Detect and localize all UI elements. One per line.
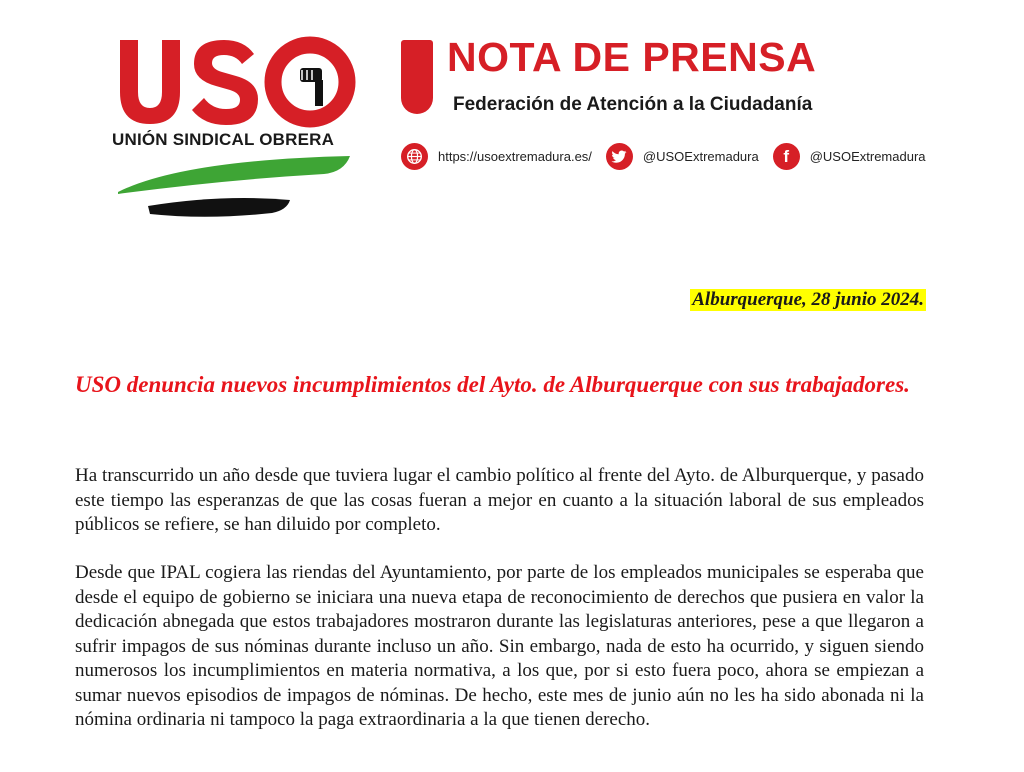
date-line: Alburquerque, 28 junio 2024. <box>692 289 924 310</box>
paragraph-1: Ha transcurrido un año desde que tuviera lugar el cambio político al frente del Ayto. de Alburquerque, y pasado este tiempo las esperanzas de que las cosas fueran a mejor en cuanto a la situación laboral de sus empleados públicos se refiere, se han diluido por completo. <box>75 465 924 535</box>
paragraph-2: Desde que IPAL cogiera las riendas del Ayuntamiento, por parte de los empleados municipales se esperaba que desde el equipo de gobierno se iniciara una nueva etapa de reconocimiento de derechos que pusiera en valor la dedicación abnegada que estos trabajadores mostraron durante las legislaturas anteriores, pese a que llegaron a sufrir impagos de sus nóminas durante incluso un año. Sin embargo, nada de esto ha ocurrido, y siguen siendo numerosos los incumplimientos en materia normativa, a los que, por si esto fuera poco, ahora se empiezan a sumar nuevos episodios de impagos de nóminas. De hecho, este mes de junio aún no les ha sido abonada ni la nómina ordinaria ni tampoco la paga extraordinaria a la que tienen derecho. <box>75 562 924 730</box>
logo-letter-s <box>192 40 258 125</box>
uso-logo-graphic <box>112 34 362 224</box>
facebook-handle: @USOExtremadura <box>809 149 926 164</box>
facebook-link[interactable] <box>773 143 926 170</box>
logo-subtitle: UNIÓN SINDICAL OBRERA <box>112 130 335 149</box>
website-link[interactable] <box>401 143 592 170</box>
globe-icon <box>401 143 428 170</box>
uso-logo <box>112 34 362 224</box>
red-accent-bar <box>401 40 433 114</box>
press-release-title: NOTA DE PRENSA <box>447 34 817 80</box>
website-url: https://usoextremadura.es/ <box>438 149 592 164</box>
fist-icon <box>300 68 323 106</box>
headline: USO denuncia nuevos incumplimientos del Ayto. de Alburquerque con sus trabajadores. <box>75 372 910 397</box>
facebook-icon: f <box>773 143 800 170</box>
twitter-icon <box>606 143 633 170</box>
federation-name: Federación de Atención a la Ciudadanía <box>453 94 813 115</box>
twitter-handle: @USOExtremadura <box>642 149 759 164</box>
logo-letter-u <box>120 40 180 124</box>
logo-green-stripe <box>118 156 350 194</box>
twitter-link[interactable] <box>606 143 759 170</box>
contact-links <box>401 143 940 170</box>
logo-black-stripe <box>148 198 290 217</box>
